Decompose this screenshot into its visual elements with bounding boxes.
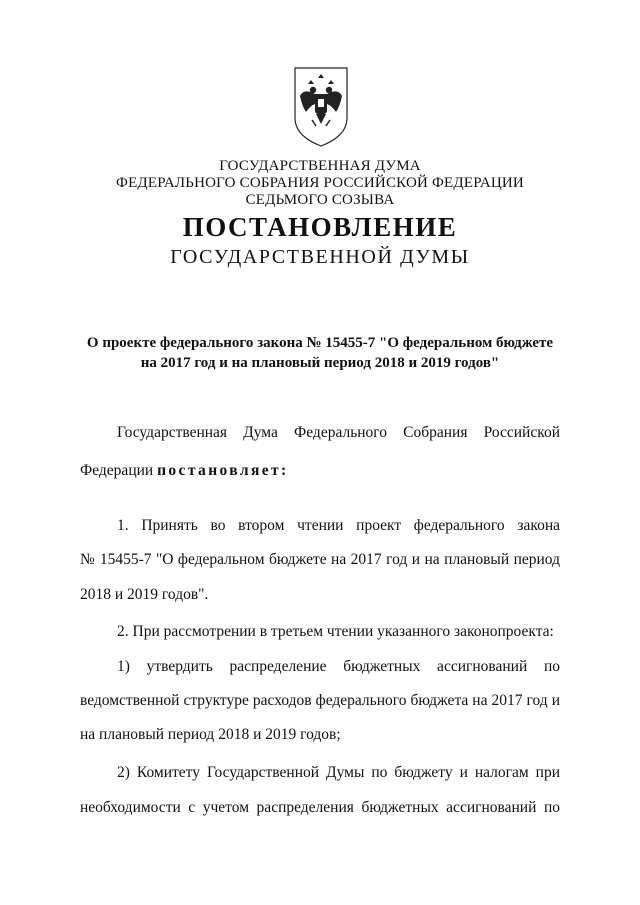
- sub2-line-2: необходимости с учетом распределения бюджетных ассигнований по: [80, 799, 560, 816]
- coat-of-arms-icon: [292, 66, 350, 148]
- sub1-line-2: ведомственной структуре расходов федерального бюджета на 2017 год и: [80, 692, 560, 709]
- sub2-line-1: 2) Комитету Государственной Думы по бюджету и налогам при: [117, 764, 560, 781]
- preamble-line-2: [80, 462, 560, 480]
- header-line: СЕДЬМОГО СОЗЫВА: [245, 192, 395, 208]
- subject-line: на 2017 год и на плановый период 2018 и 2019 годов": [140, 355, 500, 371]
- item1-line-3: 2018 и 2019 годов".: [80, 586, 209, 603]
- preamble-text: Федерации: [80, 462, 158, 479]
- sub1-line-1: 1) утвердить распределение бюджетных ассигнований по: [117, 658, 560, 675]
- subject-line: О проекте федерального закона № 15455-7 "О федеральном бюджете: [86, 335, 554, 351]
- document-title: ПОСТАНОВЛЕНИЕ: [182, 212, 458, 242]
- item1-line-1: 1. Принять во втором чтении проект федерального закона: [117, 517, 560, 534]
- sub1-line-3: на плановый период 2018 и 2019 годов;: [80, 726, 341, 743]
- item2-line-1: 2. При рассмотрении в третьем чтении указанного законопроекта:: [117, 623, 554, 640]
- document-subject: [0, 333, 640, 373]
- preamble-line-1: Государственная Дума Федерального Собрания Российской: [117, 424, 560, 441]
- decree-verb: постановляет:: [157, 462, 289, 479]
- header-line: ФЕДЕРАЛЬНОГО СОБРАНИЯ РОССИЙСКОЙ ФЕДЕРАЦИИ: [116, 175, 524, 191]
- document-subtitle: ГОСУДАРСТВЕННОЙ ДУМЫ: [170, 246, 470, 268]
- header-line: ГОСУДАРСТВЕННАЯ ДУМА: [219, 158, 421, 174]
- issuer-header: [0, 158, 640, 209]
- item1-line-2: № 15455-7 "О федеральном бюджете на 2017 год и на плановый период: [80, 551, 560, 568]
